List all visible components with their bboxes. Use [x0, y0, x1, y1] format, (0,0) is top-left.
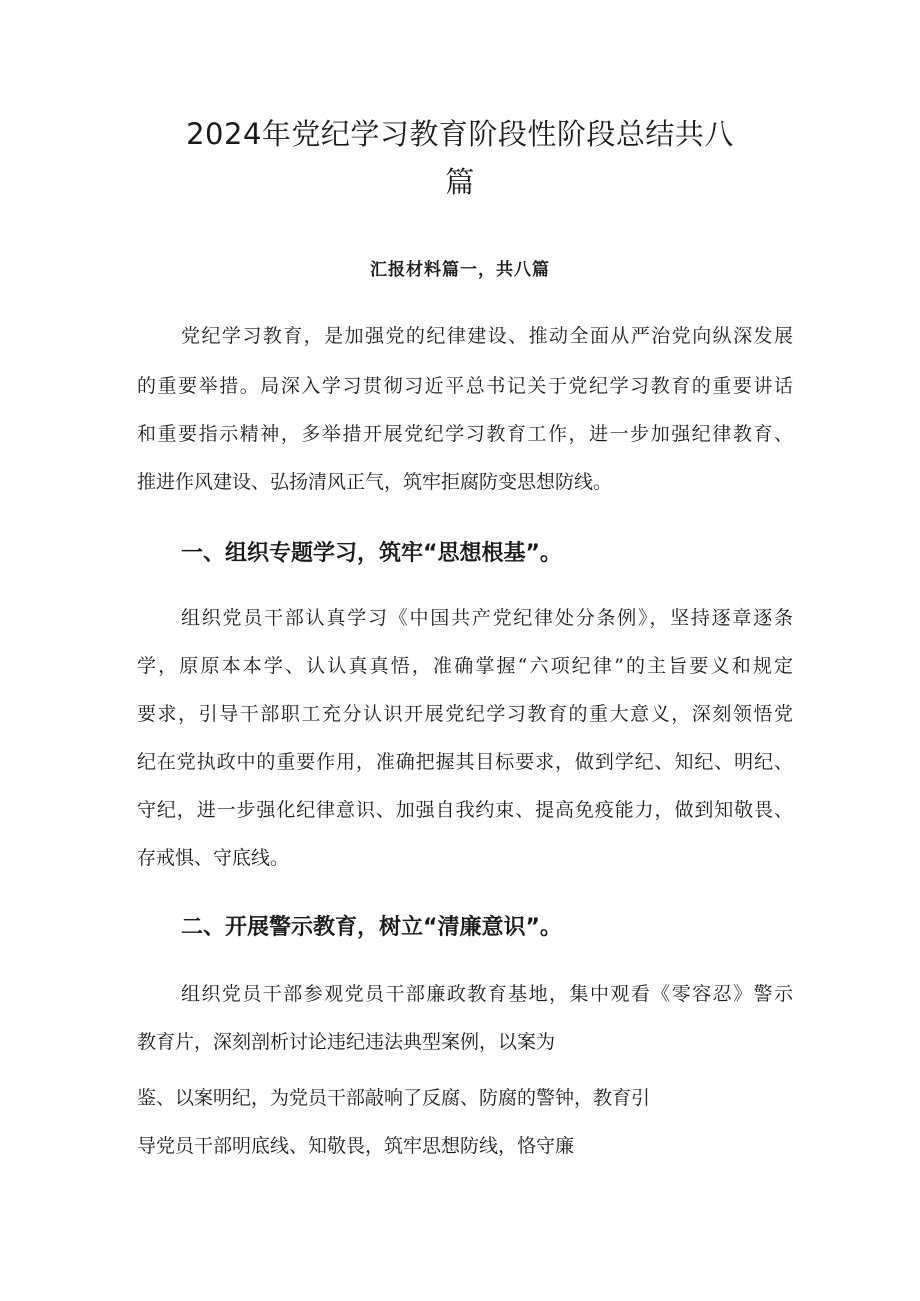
document-subtitle: 汇报材料篇一，共八篇	[370, 260, 550, 280]
section-1-line: 要求，引导干部职工充分认识开展党纪学习教育的重大意义，深刻领悟党	[137, 703, 793, 725]
section-1-line: 守纪，进一步强化纪律意识、加强自我约束、提高免疫能力，做到知敬畏、	[137, 799, 793, 821]
intro-line: 党纪学习教育，是加强党的纪律建设、推动全面从严治党向纵深发展	[181, 325, 793, 347]
section-2-line: 导党员干部明底线、知敬畏，筑牢思想防线，恪守廉	[137, 1135, 575, 1157]
document-title-line-2: 篇	[445, 165, 475, 199]
section-2-line: 鉴、以案明纪，为党员干部敲响了反腐、防腐的警钟，教育引	[137, 1087, 651, 1109]
section-2-heading: 二、开展警示教育，树立“清廉意识”。	[181, 915, 562, 940]
section-1-line: 纪在党执政中的重要作用，准确把握其目标要求，做到学纪、知纪、明纪、	[137, 751, 793, 773]
document-title-line-1: 2024年党纪学习教育阶段性阶段总结共八	[186, 117, 734, 151]
section-1-line: 组织党员干部认真学习《中国共产党纪律处分条例》，坚持逐章逐条	[181, 607, 793, 629]
section-2-line: 组织党员干部参观党员干部廉政教育基地，集中观看《零容忍》警示	[181, 983, 793, 1005]
section-1-heading: 一、组织专题学习，筑牢“思想根基”。	[181, 541, 562, 566]
intro-line: 推进作风建设、弘扬清风正气，筑牢拒腐防变思想防线。	[137, 471, 613, 493]
section-1-line: 存戒惧、守底线。	[137, 847, 290, 869]
section-2-line: 教育片，深刻剖析讨论违纪违法典型案例，以案为	[137, 1031, 556, 1053]
intro-line: 的重要举措。局深入学习贯彻习近平总书记关于党纪学习教育的重要讲话	[137, 375, 793, 397]
section-1-line: 学，原原本本学、认认真真悟，准确掌握“六项纪律”的主旨要义和规定	[137, 655, 793, 677]
intro-line: 和重要指示精神，多举措开展党纪学习教育工作，进一步加强纪律教育、	[137, 423, 793, 445]
